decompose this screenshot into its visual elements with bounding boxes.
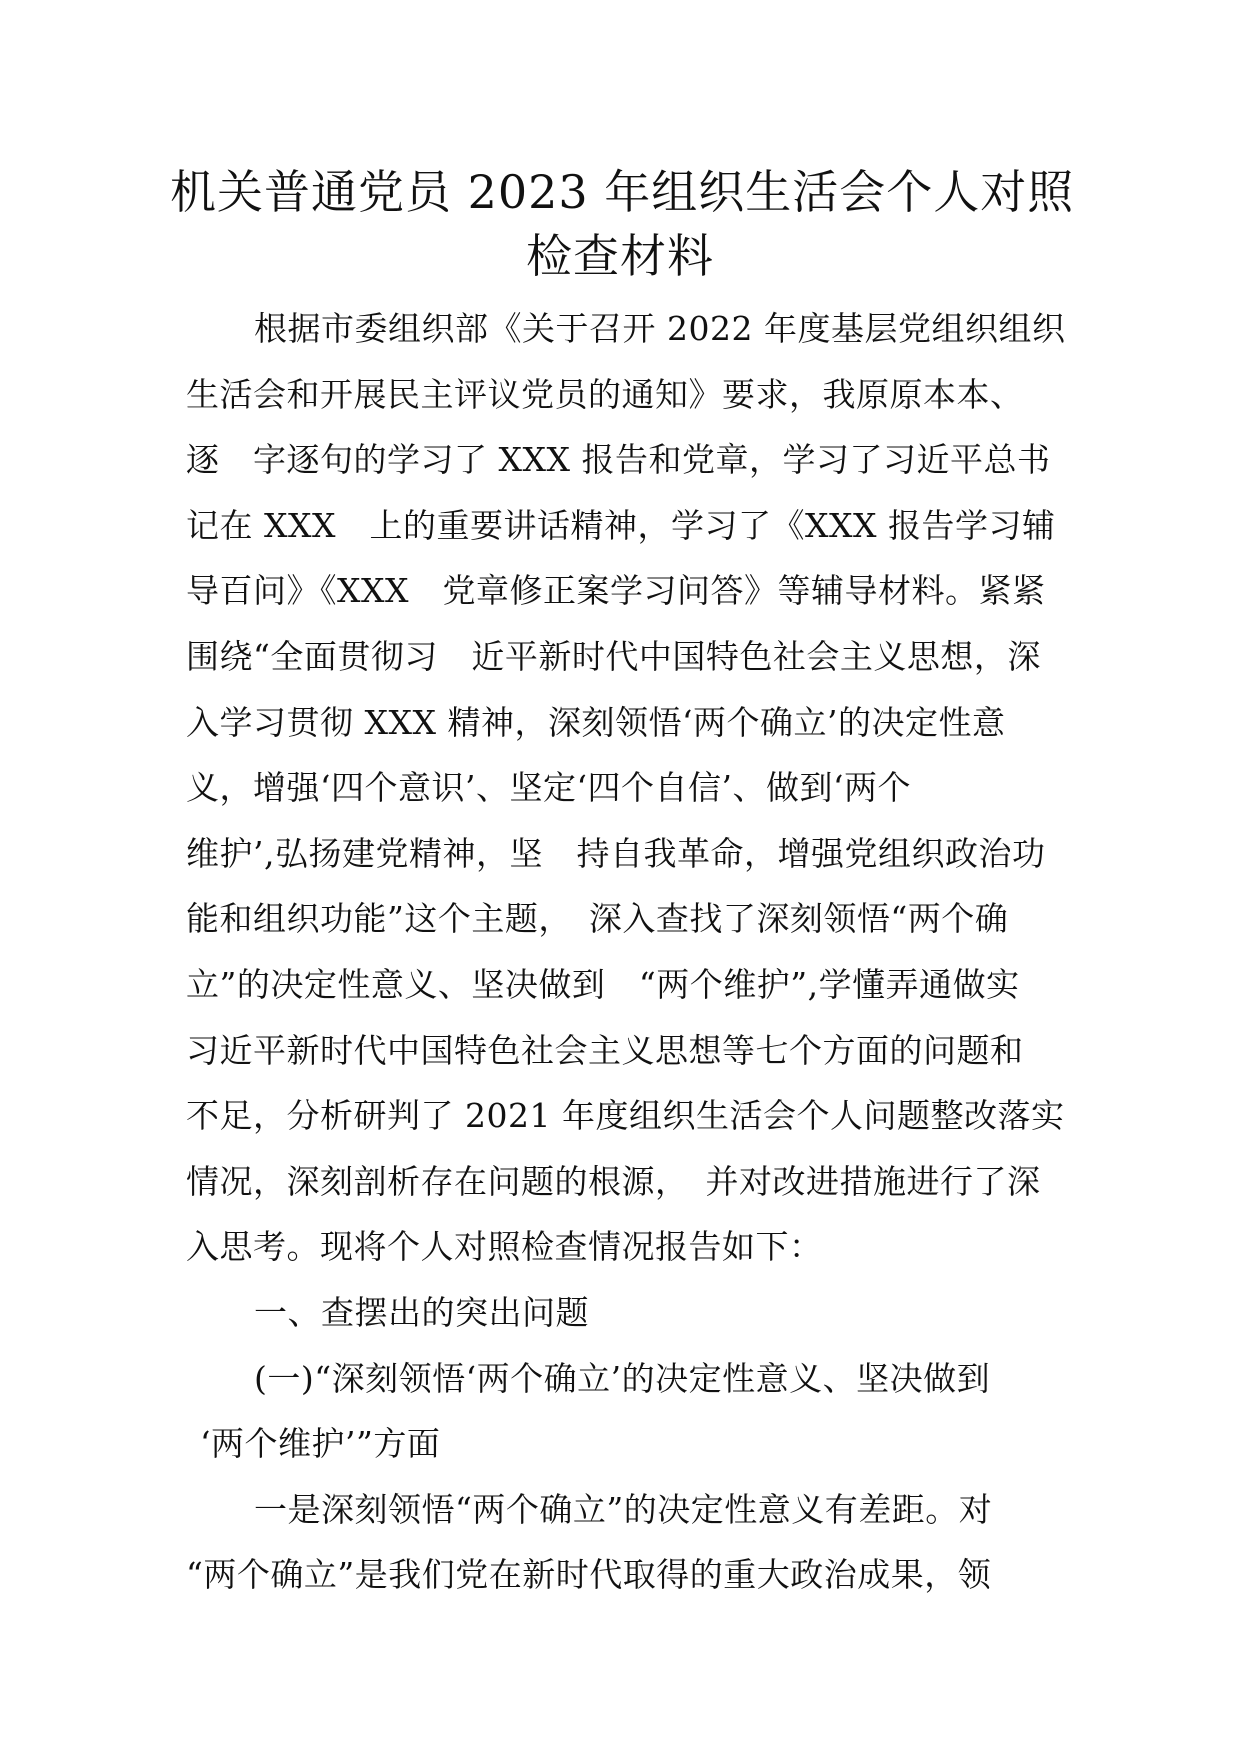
paragraph-line: 习近平新时代中国特色社会主义思想等七个方面的问题和 <box>186 1030 1024 1070</box>
paragraph-line: 一是深刻领悟“两个确立”的决定性意义有差距。对 <box>254 1489 993 1529</box>
document-title <box>170 160 1075 288</box>
paragraph-line: 立”的决定性意义、坚决做到 “两个维护”,学懂弄通做实 <box>186 964 1020 1004</box>
paragraph-line: 入思考。现将个人对照检查情况报告如下： <box>186 1227 823 1267</box>
paragraph-line: 生活会和开展民主评议党员的通知》要求，我原原本本、 <box>186 374 1024 414</box>
paragraph-line: 维护’,弘扬建党精神，坚 持自我革命，增强党组织政治功 <box>186 833 1046 873</box>
subsection-heading-line: ‘两个维护’”方面 <box>200 1424 441 1464</box>
title-line-1: 机关普通党员 2023 年组织生活会个人对照 <box>170 165 1075 219</box>
paragraph-line: 义，增强‘四个意识’、坚定‘四个自信’、做到‘两个 <box>186 768 911 808</box>
paragraph-line: 导百问》《XXX 党章修正案学习问答》等辅导材料。紧紧 <box>186 571 1046 611</box>
paragraph-line: 记在 XXX 上的重要讲话精神，学习了《XXX 报告学习辅 <box>186 505 1056 545</box>
paragraph-line: 情况，深刻剖析存在问题的根源， 并对改进措施进行了深 <box>186 1161 1041 1201</box>
paragraph-line: “两个确立”是我们党在新时代取得的重大政治成果，领 <box>186 1555 992 1595</box>
section-heading: 一、查摆出的突出问题 <box>254 1292 589 1332</box>
document-body <box>186 296 1066 1608</box>
paragraph-line: 围绕“全面贯彻习 近平新时代中国特色社会主义思想，深 <box>186 636 1041 676</box>
title-line-2: 检查材料 <box>526 229 714 283</box>
paragraph-line: 能和组织功能”这个主题， 深入查找了深刻领悟“两个确 <box>186 899 1009 939</box>
paragraph-line: 入学习贯彻 XXX 精神，深刻领悟‘两个确立’的决定性意 <box>186 702 1006 742</box>
subsection-heading-line: (一)“深刻领悟‘两个确立’的决定性意义、坚决做到 <box>254 1358 991 1398</box>
paragraph-line: 逐 字逐句的学习了 XXX 报告和党章，学习了习近平总书 <box>186 440 1051 480</box>
paragraph-line: 根据市委组织部《关于召开 2022 年度基层党组织组织 <box>254 309 1066 348</box>
paragraph-line: 不足，分析研判了 2021 年度组织生活会个人问题整改落实 <box>186 1096 1065 1136</box>
